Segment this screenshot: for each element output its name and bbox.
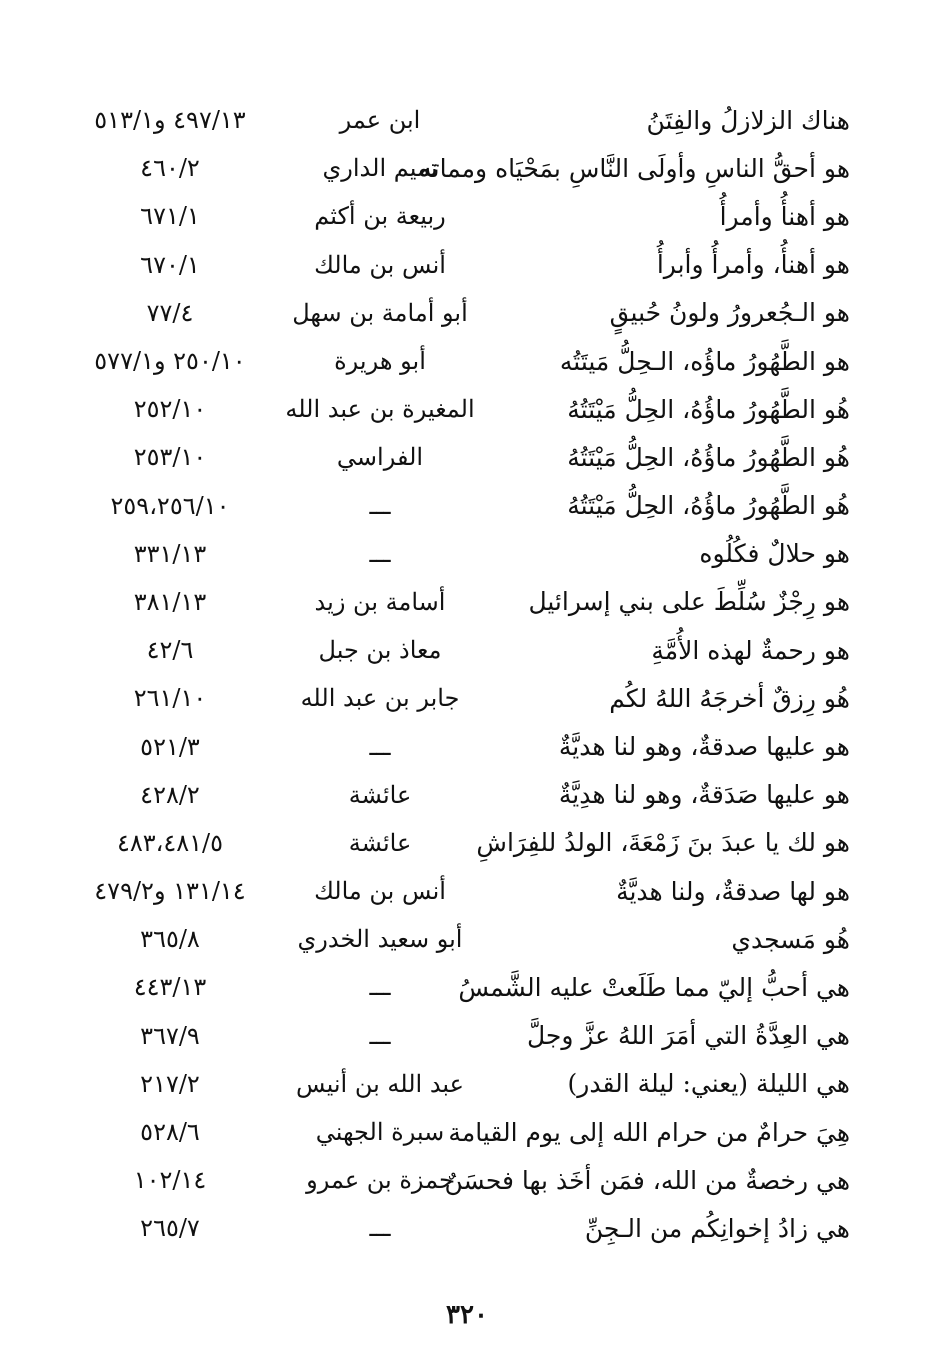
volume-page-reference: ١٠٢/١٤ [133, 1166, 207, 1195]
narrator-name: ـــ [369, 973, 391, 1002]
hadith-text: هو عليها صَدَقةٌ، وهو لنا هدِيَّةٌ [558, 780, 850, 810]
volume-page-reference: ٦٧٠/١ [140, 250, 200, 279]
hadith-text: هو عليها صدقةٌ، وهو لنا هديَّةٌ [558, 732, 850, 762]
volume-page-reference: ٢١٧/٢ [140, 1069, 200, 1098]
hadith-text: هي الليلة (يعني: ليلة القدر) [567, 1069, 850, 1099]
narrator-name: عبد الله بن أنيس [296, 1069, 464, 1098]
index-row [60, 1060, 850, 1108]
index-row [60, 241, 850, 289]
index-row [60, 1108, 850, 1156]
narrator-name: ـــ [369, 1214, 391, 1243]
volume-page-reference: ١٣١/١٤ و٤٧٩/٢ [94, 877, 246, 906]
hadith-text: هو أهنأُ وأمرأُ [719, 201, 850, 231]
index-row [60, 96, 850, 144]
hadith-text: هو أحقُّ الناسِ وأولَى النَّاسِ بمَحْيَاه ومماته [419, 153, 850, 183]
narrator-name: المغيرة بن عبد الله [285, 395, 475, 424]
volume-page-reference: ٤٨٣،٤٨١/٥ [116, 828, 224, 857]
volume-page-reference: ٢٥٢/١٠ [133, 395, 207, 424]
hadith-text: هي أحبُّ إليّ مما طَلَعتْ عليه الشَّمسُ [458, 972, 850, 1002]
hadith-text: هُو الطَّهُورُ ماؤُهُ، الحِلُّ مَيْتَتُهُ [567, 394, 850, 424]
index-row [60, 1204, 850, 1252]
narrator-name: أنس بن مالك [314, 250, 446, 279]
volume-page-reference: ٢٥٩،٢٥٦/١٠ [110, 491, 230, 520]
hadith-text: هي زادُ إخوانِكُم من الـجِنِّ [584, 1213, 850, 1243]
index-row [60, 385, 850, 433]
index-row [60, 674, 850, 722]
index-row [60, 963, 850, 1011]
volume-page-reference: ٣٣١/١٣ [133, 539, 207, 568]
hadith-text: هُو الطَّهُورُ ماؤُهُ، الحِلُّ مَيْتَتُهُ [567, 491, 850, 521]
index-row [60, 626, 850, 674]
index-row [60, 819, 850, 867]
index-row [60, 289, 850, 337]
narrator-name: ـــ [369, 491, 391, 520]
hadith-text: هناك الزلازلُ والفِتَنُ [646, 105, 850, 135]
volume-page-reference: ٧٧/٤ [146, 298, 194, 327]
narrator-name: ـــ [369, 732, 391, 761]
hadith-text: هُو الطَّهُورُ ماؤُهُ، الحِلُّ مَيْتَتُهُ [567, 442, 850, 472]
hadith-text: هِيَ حرامٌ من حرام الله إلى يوم القيامة [448, 1117, 850, 1147]
volume-page-reference: ٥٢٨/٦ [140, 1118, 200, 1147]
volume-page-reference: ٤٢/٦ [146, 636, 194, 665]
narrator-name: سبرة الجهني [315, 1118, 445, 1147]
volume-page-reference: ٢٥٣/١٠ [133, 443, 207, 472]
narrator-name: ربيعة بن أكثم [314, 202, 446, 231]
volume-page-reference: ٤٦٠/٢ [140, 154, 200, 183]
narrator-name: الفراسي [336, 443, 424, 472]
volume-page-reference: ٢٦٥/٧ [140, 1214, 200, 1243]
narrator-name: ـــ [369, 1021, 391, 1050]
index-row [60, 1012, 850, 1060]
volume-page-reference: ٦٧١/١ [140, 202, 200, 231]
narrator-name: عائشة [348, 780, 412, 809]
index-row [60, 915, 850, 963]
volume-page-reference: ٣٦٥/٨ [140, 925, 200, 954]
index-row [60, 482, 850, 530]
narrator-name: حمزة بن عمرو [306, 1166, 454, 1195]
narrator-name: أنس بن مالك [314, 877, 446, 906]
hadith-text: هو الـجُعرورُ ولونُ حُبيقٍ [609, 298, 850, 328]
hadith-text: هو أهنأُ، وأمرأُ وأبرأُ [656, 250, 850, 280]
index-row [60, 771, 850, 819]
volume-page-reference: ٢٥٠/١٠ و٥٧٧/١ [94, 347, 246, 376]
volume-page-reference: ٤٩٧/١٣ و٥١٣/١ [94, 106, 246, 135]
index-row [60, 578, 850, 626]
index-row [60, 144, 850, 192]
volume-page-reference: ٢٦١/١٠ [133, 684, 207, 713]
index-row [60, 530, 850, 578]
narrator-name: أسامة بن زيد [314, 587, 446, 616]
volume-page-reference: ٣٨١/١٣ [133, 587, 207, 616]
hadith-index-table [60, 96, 850, 1253]
hadith-text: هُو مَسجدي [731, 924, 850, 954]
narrator-name: أبو سعيد الخدري [297, 925, 463, 954]
volume-page-reference: ٤٢٨/٢ [140, 780, 200, 809]
index-row [60, 867, 850, 915]
hadith-text: هي العِدَّةُ التي أمَرَ اللهُ عزَّ وجلَّ [526, 1021, 850, 1051]
narrator-name: تميم الداري [322, 154, 438, 183]
hadith-text: هو رحمةٌ لهذه الأُمَّةِ [651, 635, 850, 665]
hadith-text: هو رِجْزٌ سُلِّطَ على بني إسرائيل [528, 587, 850, 617]
index-row [60, 1156, 850, 1204]
index-row [60, 433, 850, 481]
narrator-name: ابن عمر [339, 106, 421, 135]
hadith-text: هو لها صدقةٌ، ولنا هديَّةٌ [616, 876, 850, 906]
volume-page-reference: ٥٢١/٣ [140, 732, 200, 761]
hadith-text: هو لك يا عبدَ بنَ زَمْعَةَ، الولدُ للفِرَاشِ [476, 828, 850, 858]
narrator-name: أبو أمامة بن سهل [292, 298, 468, 327]
volume-page-reference: ٤٤٣/١٣ [133, 973, 207, 1002]
narrator-name: أبو هريرة [334, 347, 426, 376]
volume-page-reference: ٣٦٧/٩ [140, 1021, 200, 1050]
narrator-name: معاذ بن جبل [318, 636, 442, 665]
page-number: ٣٢٠ [446, 1300, 488, 1330]
hadith-text: هو حلالٌ فكُلُوه [699, 539, 850, 569]
index-row [60, 722, 850, 770]
hadith-text: هي رخصةٌ من الله، فمَن أخَذ بها فحسَنٌ [444, 1165, 850, 1195]
index-row [60, 337, 850, 385]
narrator-name: عائشة [348, 828, 412, 857]
hadith-text: هُو رِزقٌ أخرجَهُ اللهُ لكُم [609, 683, 850, 713]
hadith-text: هو الطَّهُورُ ماؤُه، الـحِلُّ مَيتَتُه [559, 346, 850, 376]
narrator-name: جابر بن عبد الله [300, 684, 460, 713]
index-row [60, 192, 850, 240]
narrator-name: ـــ [369, 539, 391, 568]
